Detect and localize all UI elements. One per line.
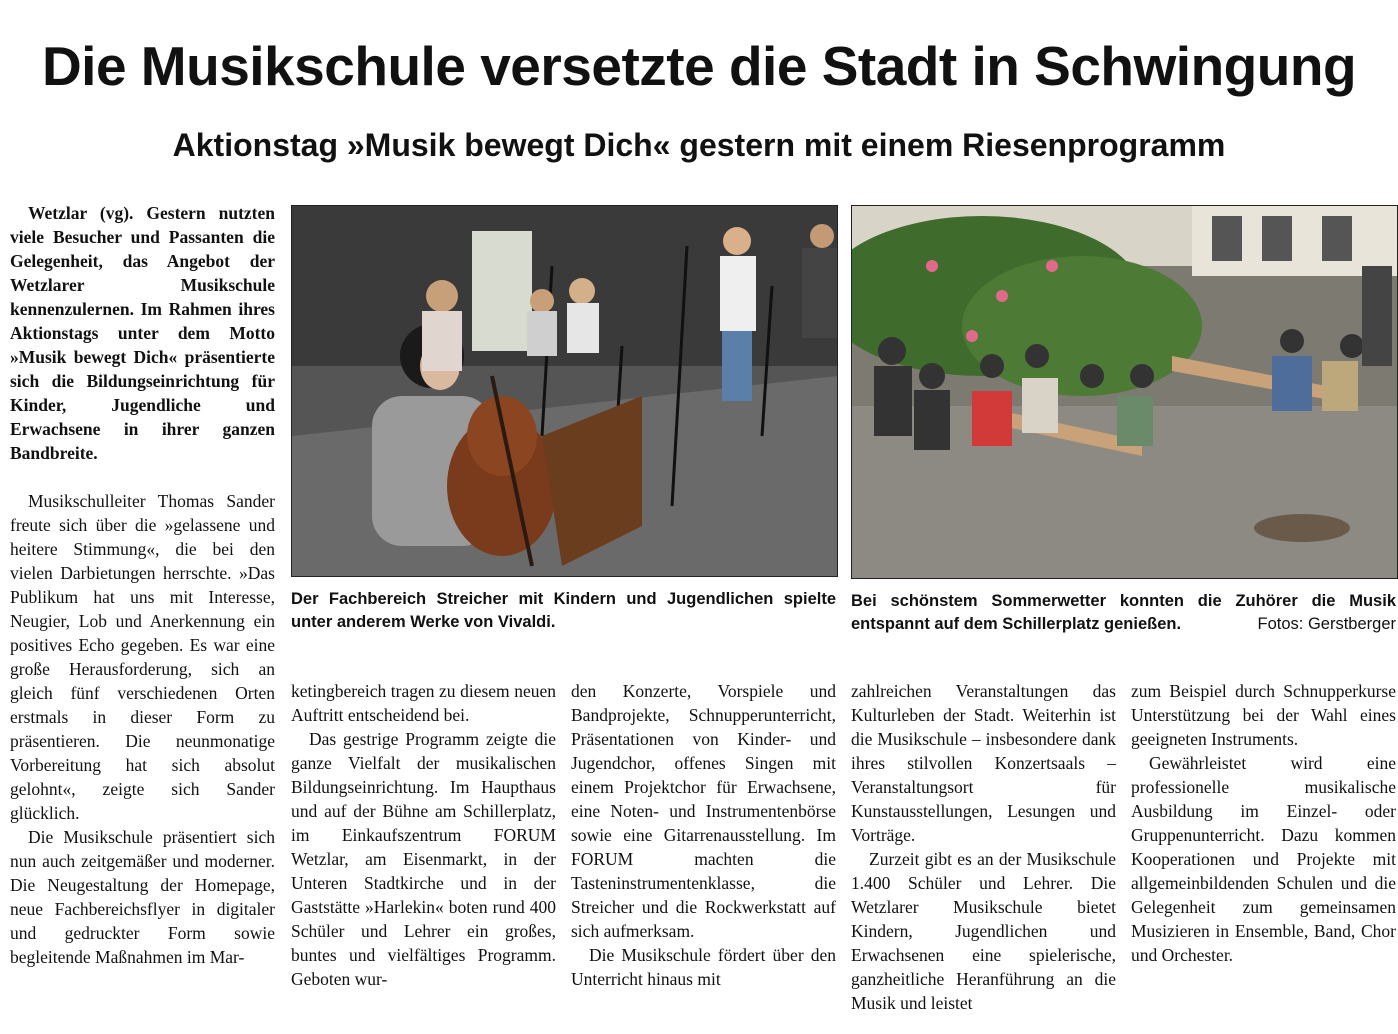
column-1 (10, 201, 275, 969)
column-4 (851, 679, 1116, 1015)
body-paragraph: Gewährleistet wird eine professionelle musikalische Ausbildung im Einzel- oder Gruppenunterricht. Dazu kommen Kooperationen und Projekte mit allgemeinbildenden Schulen und die Gelegenheit zum gemeinsamen Musizieren in Ensemble, Band, Chor und Orchester. (1131, 753, 1396, 965)
body-paragraph: zum Beispiel durch Schnupperkurse Unterstützung bei der Wahl eines geeigneten Instruments. (1131, 681, 1396, 749)
body-paragraph: Musikschulleiter Thomas Sander freute sich über die »gelassene und heitere Stimmung«, die bei den vielen Darbietungen herrschte. »Das Publikum hat uns mit Interesse, Neugier, Lob und Anerkennung ein positives Echo gegeben. Es war eine große Herausforderung, sich an gleich fünf verschiedenen Orten erstmals in dieser Form zu präsentieren. Die neunmonatige Vorbereitung hat sich absolut gelohnt«, zeigte sich Sander glücklich. (10, 491, 275, 823)
body-paragraph: ketingbereich tragen zu diesem neuen Auftritt entscheidend bei. (291, 681, 556, 725)
caption-text: Bei schönstem Sommerwetter konnten die Zuhörer die Musik entspannt auf dem Schillerplatz genießen. (851, 592, 1396, 633)
photo-caption (291, 588, 836, 634)
caption-text: Der Fachbereich Streicher mit Kindern und Jugendlichen spielte unter anderem Werke von Vivaldi. (291, 590, 836, 631)
body-paragraph: Das gestrige Programm zeigte die ganze Vielfalt der musikalischen Bildungseinrichtung. Im Haupthaus und auf der Bühne am Schillerplatz, im Einkaufszentrum FORUM Wetzlar, am Eisenmarkt, in der Unteren Stadtkirche und in der Gaststätte »Harlekin« boten rund 400 Schüler und Lehrer ein großes, buntes und vielfältiges Programm. Geboten wur- (291, 729, 556, 989)
article-subheadline: Aktionstag »Musik bewegt Dich« gestern mit einem Riesenprogramm (172, 127, 1226, 163)
lead-paragraph: Wetzlar (vg). Gestern nutzten viele Besucher und Passanten die Gelegenheit, das Angebot der Wetzlarer Musikschule kennenzulernen. Im Rahmen ihres Aktionstags unter dem Motto »Musik bewegt Dich« präsentierte sich die Bildungseinrichtung für Kinder, Jugendliche und Erwachsene in ihrer ganzen Bandbreite. (10, 203, 275, 463)
body-paragraph: zahlreichen Veranstaltungen das Kulturleben der Stadt. Weiterhin ist die Musikschule – insbesondere dank ihres stilvollen Konzertsaals – Veranstaltungsort für Kunstausstellungen, Lesungen und Vorträge. (851, 681, 1116, 845)
photo-credit: Fotos: Gerstberger (1257, 615, 1396, 633)
photo-audience (851, 205, 1398, 579)
column-5 (1131, 679, 1396, 967)
body-paragraph: den Konzerte, Vorspiele und Bandprojekte, Schnupperunterricht, Präsentationen von Kinder- und Jugendchor, offenes Singen mit einem Projektchor für Erwachsene, eine Noten- und Instrumentenbörse sowie eine Gitarrenausstellung. Im FORUM machten die Tasteninstrumentenklasse, die Streicher und die Rockwerkstatt auf sich aufmerksam. (571, 681, 836, 941)
column-3 (571, 679, 836, 991)
column-2 (291, 679, 556, 991)
body-paragraph: Die Musikschule fördert über den Unterricht hinaus mit (571, 945, 836, 989)
body-paragraph: Zurzeit gibt es an der Musikschule 1.400 Schüler und Lehrer. Die Wetzlarer Musikschule bietet Kindern, Jugendlichen und Erwachsenen eine spielerische, ganzheitliche Heranführung an die Musik und leistet (851, 849, 1116, 1013)
article-headline: Die Musikschule versetzte die Stadt in Schwingung (41, 35, 1357, 97)
body-paragraph: Die Musikschule präsentiert sich nun auch zeitgemäßer und moderner. Die Neugestaltung der Homepage, neue Fachbereichsflyer in digitaler und gedruckter Form sowie begleitende Maßnahmen im Mar- (10, 827, 275, 967)
photo-string-ensemble (291, 205, 838, 577)
photo-caption (851, 590, 1396, 636)
